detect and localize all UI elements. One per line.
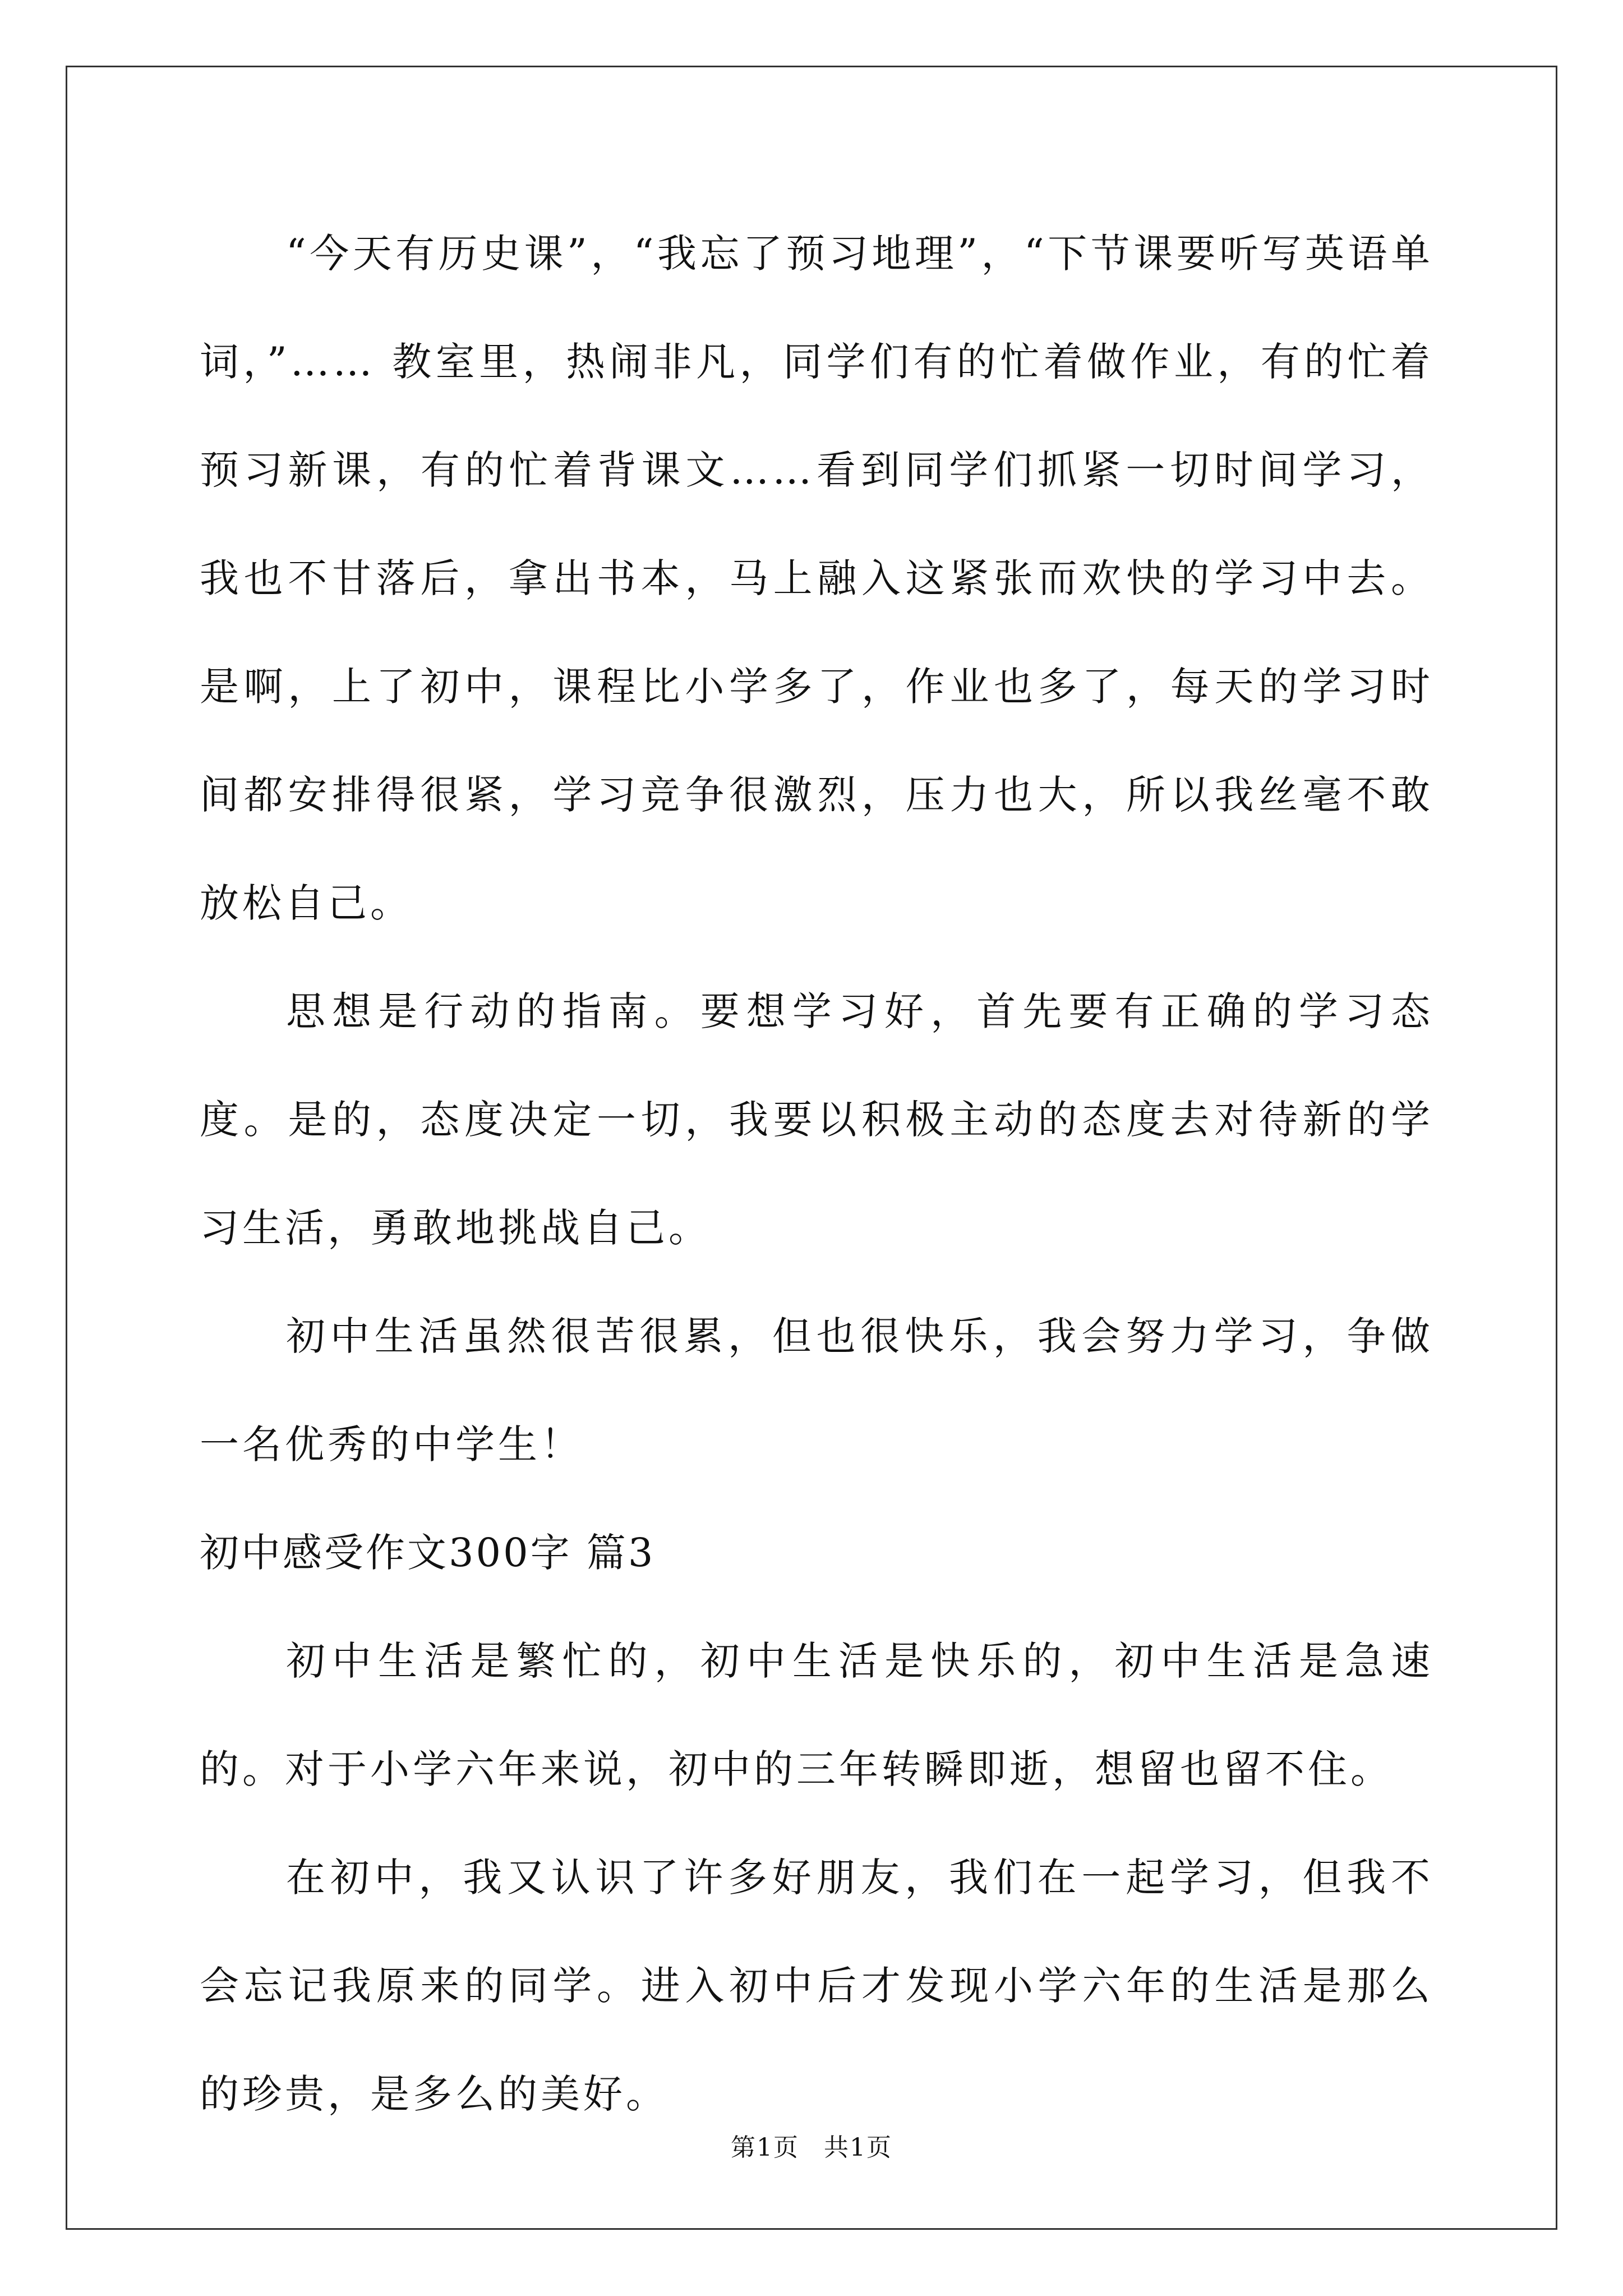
section-heading: 初中感受作文300字 篇3 bbox=[200, 1530, 656, 1576]
document-body bbox=[200, 200, 1433, 2148]
paragraph: 初中生活是繁忙的，初中生活是快乐的，初中生活是急速的。对于小学六年来说，初中的三年转瞬即逝，想留也留不住。 bbox=[200, 1638, 1433, 1792]
page-number: 第1页 bbox=[731, 2133, 799, 2162]
paragraph: “今天有历史课”，“我忘了预习地理”，“下节课要听写英语单词，”…… 教室里，热闹非凡，同学们有的忙着做作业，有的忙着预习新课，有的忙着背课文……看到同学们抓紧一切时间学习，我也不甘落后，拿出书本，马上融入这紧张而欢快的学习中去。是啊，上了初中，课程比小学多了，作业也多了，每天的学习时间都安排得很紧，学习竞争很激烈，压力也大，所以我丝毫不敢放松自己。 bbox=[200, 231, 1433, 926]
paragraph: 初中生活虽然很苦很累，但也很快乐，我会努力学习，争做一名优秀的中学生！ bbox=[200, 1313, 1433, 1467]
paragraph: 在初中，我又认识了许多好朋友，我们在一起学习，但我不会忘记我原来的同学。进入初中后才发现小学六年的生活是那么的珍贵，是多么的美好。 bbox=[200, 1855, 1433, 2117]
page-footer bbox=[0, 2127, 1623, 2163]
paragraph: 思想是行动的指南。要想学习好，首先要有正确的学习态度。是的，态度决定一切，我要以积极主动的态度去对待新的学习生活，勇敢地挑战自己。 bbox=[200, 988, 1433, 1251]
page-total: 共1页 bbox=[824, 2133, 892, 2162]
